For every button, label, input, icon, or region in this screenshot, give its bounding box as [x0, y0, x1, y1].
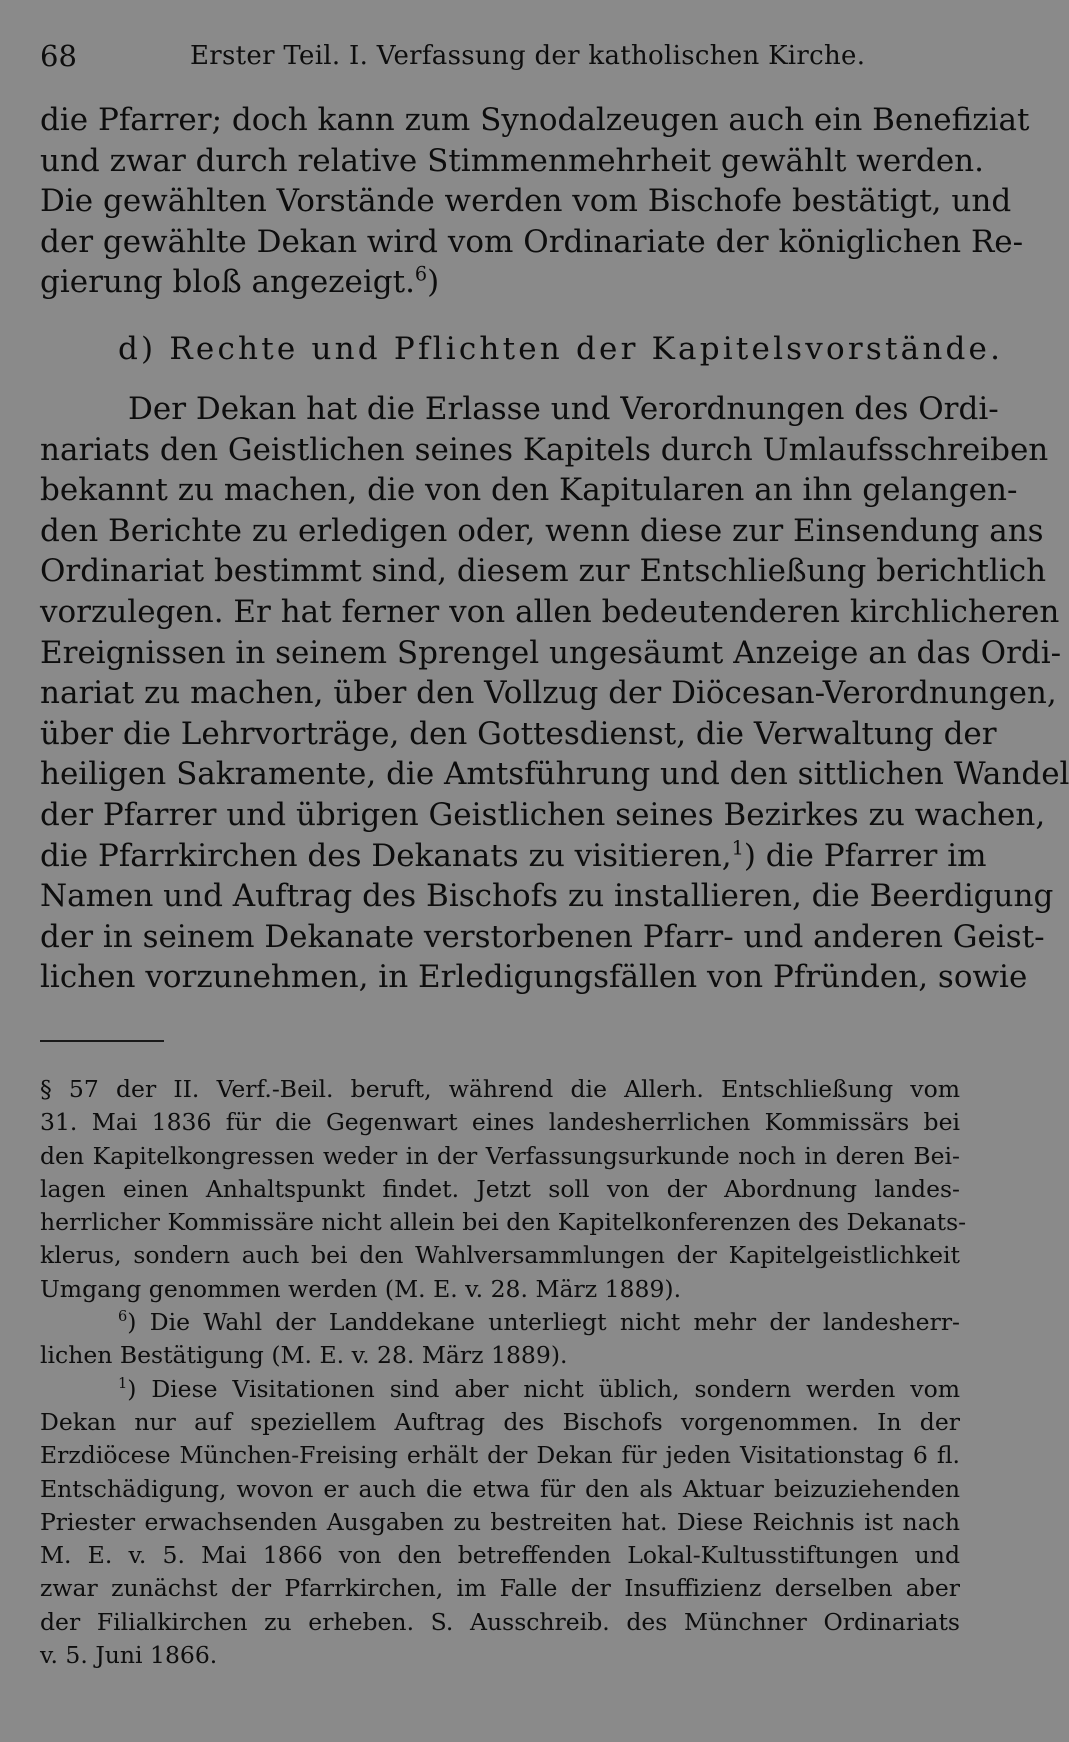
text-line: vorzulegen. Er hat ferner von allen bedeutenderen kirchlicheren: [40, 593, 1060, 630]
footnotes: [40, 1073, 967, 1672]
text-line: nariat zu machen, über den Vollzug der Diöcesan-Verordnungen,: [40, 675, 1057, 712]
footnote-line: den Kapitelkongressen weder in der Verfassungsurkunde noch in deren Bei-: [40, 1141, 960, 1170]
footnote-line: § 57 der II. Verf.-Beil. beruft, während die Allerh. Entschließung vom: [40, 1075, 960, 1103]
footnote-ref: 1: [731, 836, 744, 860]
section-heading: d) Rechte und Pflichten der Kapitelsvorstände.: [118, 330, 1004, 367]
main-text: [40, 100, 1069, 998]
footnote-6-line: lichen Bestätigung (M. E. v. 28. März 1889).: [40, 1341, 568, 1370]
text-line: [40, 262, 960, 303]
footnote-line: herrlicher Kommissäre nicht allein bei den Kapitelkonferenzen des Dekanats-: [40, 1208, 967, 1237]
footnote-1-line: Dekan nur auf speziellem Auftrag des Bischofs vorgenommen. In der: [40, 1407, 960, 1436]
text-fragment: ) die Pfarrer im: [743, 837, 987, 874]
footnote-1-line: Priester erwachsenden Ausgaben zu bestreiten hat. Diese Reichnis ist nach: [40, 1507, 960, 1536]
footnote-line: klerus, sondern auch bei den Wahlversammlungen der Kapitelgeistlichkeit: [40, 1241, 960, 1270]
text-line: Die gewählten Vorstände werden vom Bischofe bestätigt, und: [40, 183, 1012, 220]
text-line: Ordinariat bestimmt sind, diesem zur Entschließung berichtlich: [40, 553, 1047, 590]
footnote-1-line: Erzdiöcese München-Freising erhält der Dekan für jeden Visitationstag 6 fl.: [40, 1441, 960, 1470]
text-fragment: ) Die Wahl der Landdekane unterliegt nicht mehr der landesherr-: [127, 1308, 960, 1337]
footnote-ref: 6: [414, 263, 428, 287]
text-line: bekannt zu machen, die von den Kapitularen an ihn gelangen-: [40, 472, 1018, 509]
text-line: der Pfarrer und übrigen Geistlichen seines Bezirkes zu wachen,: [40, 796, 1046, 833]
text-fragment: ) Diese Visitationen sind aber nicht üblich, sondern werden vom: [127, 1374, 960, 1403]
text-line: und zwar durch relative Stimmenmehrheit gewählt werden.: [40, 142, 984, 179]
footnote-1-line: [40, 1373, 960, 1406]
text-line: der gewählte Dekan wird vom Ordinariate der königlichen Re-: [40, 223, 1024, 260]
footnote-1-line: M. E. v. 5. Mai 1866 von den betreffenden Lokal-Kultusstiftungen und: [40, 1541, 960, 1570]
footnote-line: 31. Mai 1836 für die Gegenwart eines landesherrlichen Kommissärs bei: [40, 1108, 960, 1137]
text-line: Der Dekan hat die Erlasse und Verordnungen des Ordi-: [128, 390, 999, 427]
text-line: der in seinem Dekanate verstorbenen Pfarr- und anderen Geist-: [40, 918, 1045, 955]
text-line: den Berichte zu erledigen oder, wenn diese zur Einsendung ans: [40, 512, 1044, 549]
footnote-1-line: der Filialkirchen zu erheben. S. Ausschreib. des Münchner Ordinariats: [40, 1607, 960, 1636]
footnote-6-line: [40, 1306, 960, 1339]
text-fragment: ): [427, 264, 440, 301]
footnote-line: Umgang genommen werden (M. E. v. 28. März 1889).: [40, 1274, 682, 1303]
footnote-1-line: zwar zunächst der Pfarrkirchen, im Falle der Insuffizienz derselben aber: [40, 1574, 960, 1603]
footnote-mark: 1: [118, 1374, 128, 1392]
footnote-1-line: v. 5. Juni 1866.: [40, 1641, 218, 1670]
text-line: heiligen Sakramente, die Amtsführung und den sittlichen Wandel: [40, 756, 1069, 793]
page-number: 68: [40, 39, 77, 73]
running-head: [40, 38, 960, 74]
text-line: die Pfarrer; doch kann zum Synodalzeugen auch ein Benefiziat: [40, 102, 1030, 138]
text-line: Ereignissen in seinem Sprengel ungesäumt Anzeige an das Ordi-: [40, 634, 1062, 671]
text-line: nariats den Geistlichen seines Kapitels durch Umlaufsschreiben: [40, 431, 1049, 468]
text-line: über die Lehrvorträge, den Gottesdienst, die Verwaltung der: [40, 715, 997, 752]
footnote-rule: [40, 1040, 164, 1042]
text-fragment: gierung bloß angezeigt.: [40, 264, 415, 301]
footnote-mark: 6: [118, 1308, 128, 1326]
text-line: Namen und Auftrag des Bischofs zu installieren, die Beerdigung: [40, 878, 1054, 915]
text-line: [40, 836, 987, 877]
running-title: Erster Teil. I. Verfassung der katholischen Kirche.: [190, 41, 866, 71]
text-fragment: die Pfarrkirchen des Dekanats zu visitieren,: [40, 837, 732, 874]
text-line: lichen vorzunehmen, in Erledigungsfällen von Pfründen, sowie: [40, 959, 1028, 996]
footnote-line: lagen einen Anhaltspunkt findet. Jetzt soll von der Abordnung landes-: [40, 1174, 960, 1203]
footnote-1-line: Entschädigung, wovon er auch die etwa für den als Aktuar beizuziehenden: [40, 1474, 960, 1503]
